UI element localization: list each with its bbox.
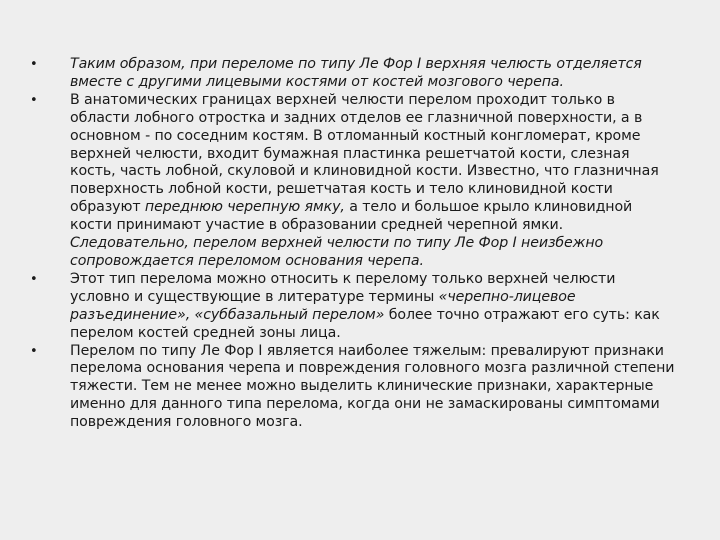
list-item [30, 343, 678, 433]
paragraph-text: а тело и большое крыло клиновидной кости принимают участие в образовании средней черепной ямки. [70, 199, 633, 234]
list-item [30, 271, 678, 343]
emphasis-term: переднюю черепную ямку, [144, 199, 345, 216]
bullet-icon: • [30, 343, 38, 359]
bullet-icon: • [30, 57, 38, 72]
conclusion-statement: Следовательно, перелом верхней челюсти по типу Ле Фор I неизбежно сопровождается переломом основания черепа. [70, 235, 604, 269]
paragraph-text: Этот тип перелома можно относить к перелому только верхней челюсти условно и существующие в литературе термины [70, 270, 616, 305]
bullet-icon: • [30, 92, 38, 108]
bullet-icon: • [30, 271, 38, 287]
list-item [30, 56, 678, 92]
paragraph-text: В анатомических границах верхней челюсти перелом проходит только в области лобного отростка и задних отделов ее глазничной поверхности, а в основном - по соседним костям. В отломанный костный конгломерат, кроме верхней челюсти, входит бумажная пластинка решетчатой кости, слезная кость, часть лобной, скуловой и клиновидной кости. Известно, что глазничная поверхность лобной кости, решетчатая кость и тело клиновидной кости образуют [70, 91, 659, 216]
bullet-list [30, 56, 678, 432]
list-item [30, 92, 678, 271]
paragraph-text: Перелом по типу Ле Фор I является наиболее тяжелым: превалируют признаки перелома основания черепа и повреждения головного мозга различной степени тяжести. Тем не менее можно выделить клинические признаки, характерные именно для данного типа перелома, когда они не замаскированы симптомами повреждения головного мозга. [70, 342, 675, 431]
paragraph-text: более точно отражают его суть: как перелом костей средней зоны лица. [70, 306, 660, 341]
summary-statement: Таким образом, при переломе по типу Ле Фор I верхняя челюсть отделяется вместе с другими лицевыми костями от костей мозгового черепа. [70, 56, 642, 90]
emphasis-term: «черепно-лицевое разъединение», «суббазальный перелом» [70, 288, 576, 323]
